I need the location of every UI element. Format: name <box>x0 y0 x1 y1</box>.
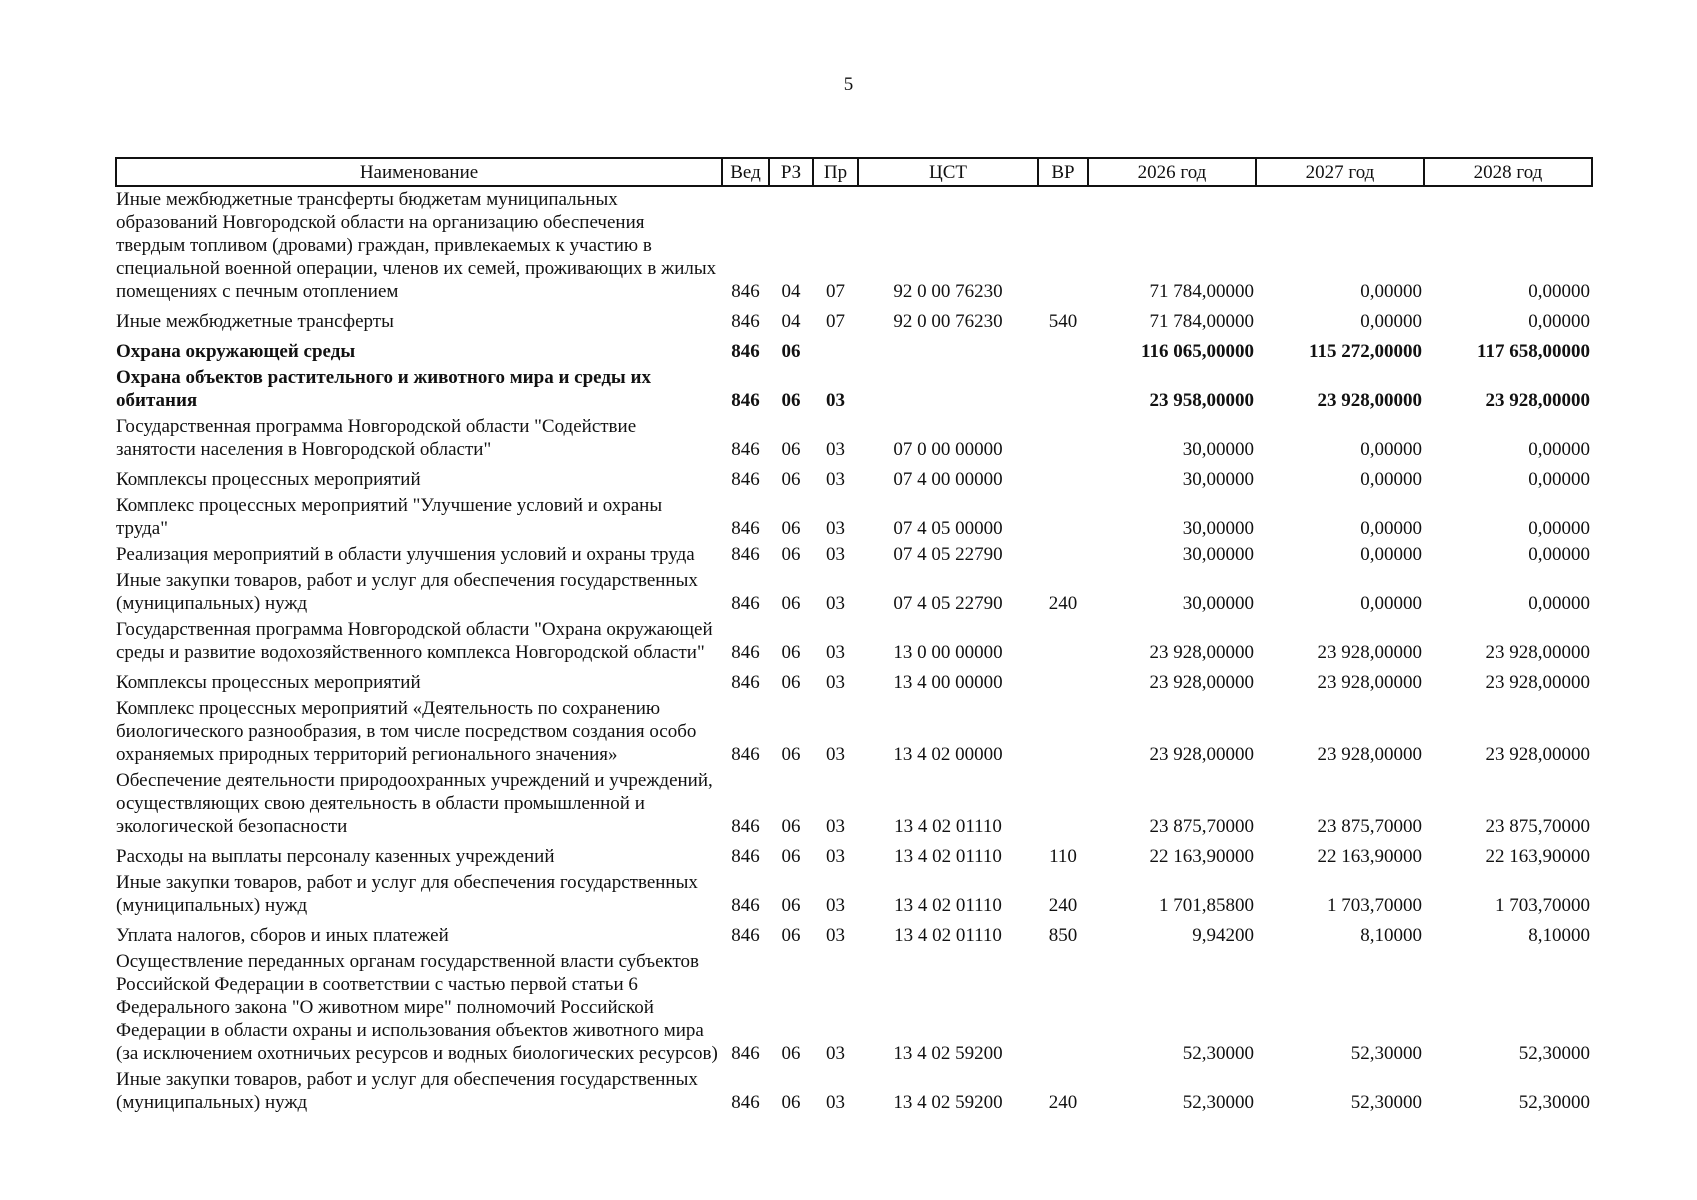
cell-2026: 23 928,00000 <box>1149 642 1254 663</box>
header-name: Наименование <box>116 158 722 186</box>
cell-ved: 846 <box>731 744 760 765</box>
cell-cst: 92 0 00 76230 <box>893 311 1003 332</box>
cell-vr <box>1038 542 1088 568</box>
cell-2028: 23 928,00000 <box>1485 642 1590 663</box>
table-row <box>116 414 1592 463</box>
cell-vr <box>1038 186 1088 305</box>
cell-2026: 22 163,90000 <box>1149 846 1254 867</box>
cell-ved: 846 <box>731 469 760 490</box>
table-header <box>116 158 1592 186</box>
header-vr: ВР <box>1038 158 1088 186</box>
cell-ved: 846 <box>731 1092 760 1113</box>
cell-2028: 0,00000 <box>1528 518 1590 539</box>
cell-pr <box>813 335 858 365</box>
cell-rz: 06 <box>781 593 801 614</box>
cell-2027: 0,00000 <box>1360 281 1422 302</box>
table-row <box>116 919 1592 949</box>
header-rz: РЗ <box>769 158 813 186</box>
cell-2028: 8,10000 <box>1528 925 1590 946</box>
cell-rz: 06 <box>781 1043 801 1064</box>
cell-name: Иные межбюджетные трансферты бюджетам муниципальных образований Новгородской области на организацию обеспечения твердым топливом (дровами) граждан, привлекаемых к участию в специальной военной операции, членов их семей, проживающих в жилых помещениях с печным отоплением <box>116 189 717 302</box>
cell-name: Реализация мероприятий в области улучшения условий и охраны труда <box>116 544 695 565</box>
cell-cst: 13 4 02 01110 <box>894 925 1002 946</box>
cell-pr: 03 <box>826 744 845 765</box>
cell-2028: 1 703,70000 <box>1495 895 1590 916</box>
cell-cst: 13 4 02 01110 <box>894 816 1002 837</box>
cell-ved: 846 <box>731 311 760 332</box>
cell-name: Комплекс процессных мероприятий "Улучшение условий и охраны труда" <box>116 495 663 539</box>
cell-ved: 846 <box>731 593 760 614</box>
table-row <box>116 768 1592 840</box>
cell-2027: 0,00000 <box>1360 544 1422 565</box>
cell-2026: 71 784,00000 <box>1149 311 1254 332</box>
cell-pr: 03 <box>826 518 845 539</box>
table-row <box>116 493 1592 542</box>
cell-name: Расходы на выплаты персоналу казенных учреждений <box>116 846 555 867</box>
cell-2028: 0,00000 <box>1528 439 1590 460</box>
cell-vr: 240 <box>1048 593 1078 614</box>
cell-pr: 03 <box>826 846 845 867</box>
cell-name: Осуществление переданных органам государственной власти субъектов Российской Федерации в соответствии с частью первой статьи 6 Федерального закона "О животном мире" полномочий Российской Федерации в области охраны и использования объектов животного мира (за исключением охотничьих ресурсов и водных биологических ресурсов) <box>116 951 718 1064</box>
cell-2028: 0,00000 <box>1528 469 1590 490</box>
cell-rz: 06 <box>781 439 801 460</box>
cell-rz: 06 <box>781 341 801 362</box>
cell-rz: 06 <box>781 816 801 837</box>
cell-2026: 30,00000 <box>1182 469 1254 490</box>
cell-2027: 1 703,70000 <box>1327 895 1422 916</box>
table-row <box>116 696 1592 768</box>
table-row <box>116 335 1592 365</box>
cell-name: Охрана объектов растительного и животного мира и среды их обитания <box>116 367 651 411</box>
cell-2028: 0,00000 <box>1528 281 1590 302</box>
cell-rz: 06 <box>781 744 801 765</box>
header-cst: ЦСТ <box>858 158 1038 186</box>
table-row <box>116 840 1592 870</box>
cell-name: Иные межбюджетные трансферты <box>116 311 394 332</box>
cell-pr: 07 <box>826 281 845 302</box>
cell-cst: 13 4 02 01110 <box>894 895 1002 916</box>
cell-name: Комплексы процессных мероприятий <box>116 672 421 693</box>
cell-pr: 03 <box>826 816 845 837</box>
cell-2028: 23 875,70000 <box>1485 816 1590 837</box>
cell-pr: 03 <box>826 1043 845 1064</box>
cell-rz: 06 <box>781 895 801 916</box>
cell-rz: 06 <box>781 925 801 946</box>
cell-2028: 52,30000 <box>1518 1092 1590 1113</box>
cell-2026: 30,00000 <box>1182 593 1254 614</box>
cell-ved: 846 <box>731 816 760 837</box>
cell-2028: 23 928,00000 <box>1485 672 1590 693</box>
cell-ved: 846 <box>731 642 760 663</box>
cell-cst: 13 4 02 01110 <box>894 846 1002 867</box>
cell-vr <box>1038 666 1088 696</box>
cell-2028: 0,00000 <box>1528 544 1590 565</box>
cell-2026: 52,30000 <box>1182 1092 1254 1113</box>
cell-rz: 04 <box>781 281 801 302</box>
cell-cst: 07 0 00 00000 <box>893 439 1003 460</box>
cell-cst <box>858 365 1038 414</box>
cell-2026: 9,94200 <box>1192 925 1254 946</box>
budget-table <box>115 157 1593 1116</box>
cell-rz: 04 <box>781 311 801 332</box>
cell-ved: 846 <box>731 341 760 362</box>
cell-vr <box>1038 414 1088 463</box>
cell-2028: 52,30000 <box>1518 1043 1590 1064</box>
table-row <box>116 305 1592 335</box>
cell-vr <box>1038 768 1088 840</box>
cell-cst: 07 4 05 00000 <box>893 518 1003 539</box>
cell-name: Иные закупки товаров, работ и услуг для обеспечения государственных (муниципальных) нужд <box>116 1069 698 1113</box>
cell-2026: 52,30000 <box>1182 1043 1254 1064</box>
cell-name: Комплекс процессных мероприятий «Деятельность по сохранению биологического разнообразия, в том числе посредством создания особо охраняемых природных территорий регионального значения» <box>116 698 697 765</box>
cell-vr <box>1038 463 1088 493</box>
cell-cst: 13 4 00 00000 <box>893 672 1003 693</box>
cell-name: Иные закупки товаров, работ и услуг для обеспечения государственных (муниципальных) нужд <box>116 570 698 614</box>
cell-rz: 06 <box>781 544 801 565</box>
cell-2027: 0,00000 <box>1360 593 1422 614</box>
header-pr: Пр <box>813 158 858 186</box>
cell-vr: 240 <box>1048 1092 1078 1113</box>
cell-2027: 22 163,90000 <box>1317 846 1422 867</box>
cell-cst: 13 4 02 59200 <box>893 1092 1003 1113</box>
cell-pr: 03 <box>826 390 845 411</box>
cell-ved: 846 <box>731 390 760 411</box>
cell-2027: 52,30000 <box>1350 1043 1422 1064</box>
table-row <box>116 666 1592 696</box>
cell-pr: 03 <box>826 672 845 693</box>
cell-2027: 23 928,00000 <box>1317 390 1422 411</box>
cell-vr <box>1038 493 1088 542</box>
cell-2028: 117 658,00000 <box>1477 341 1590 362</box>
cell-2028: 22 163,90000 <box>1485 846 1590 867</box>
table-row <box>116 949 1592 1067</box>
cell-ved: 846 <box>731 544 760 565</box>
cell-vr: 850 <box>1048 925 1078 946</box>
cell-2026: 71 784,00000 <box>1149 281 1254 302</box>
cell-2028: 23 928,00000 <box>1485 390 1590 411</box>
cell-pr: 03 <box>826 544 845 565</box>
cell-rz: 06 <box>781 518 801 539</box>
cell-name: Государственная программа Новгородской области "Содействие занятости населения в Новгородской области" <box>116 416 637 460</box>
cell-2027: 23 875,70000 <box>1317 816 1422 837</box>
cell-2026: 30,00000 <box>1182 518 1254 539</box>
page-number: 5 <box>843 74 854 95</box>
cell-pr: 03 <box>826 925 845 946</box>
cell-2026: 30,00000 <box>1182 439 1254 460</box>
cell-vr: 110 <box>1049 846 1077 867</box>
table-row <box>116 1067 1592 1116</box>
cell-2027: 0,00000 <box>1360 311 1422 332</box>
cell-2027: 52,30000 <box>1350 1092 1422 1113</box>
cell-2027: 115 272,00000 <box>1309 341 1422 362</box>
cell-cst: 07 4 05 22790 <box>893 544 1003 565</box>
cell-cst <box>858 335 1038 365</box>
cell-name: Уплата налогов, сборов и иных платежей <box>116 925 449 946</box>
cell-pr: 03 <box>826 469 845 490</box>
cell-vr <box>1038 335 1088 365</box>
cell-ved: 846 <box>731 518 760 539</box>
header-2028: 2028 год <box>1424 158 1592 186</box>
cell-2027: 8,10000 <box>1360 925 1422 946</box>
cell-cst: 13 4 02 00000 <box>893 744 1003 765</box>
cell-cst: 13 0 00 00000 <box>893 642 1003 663</box>
cell-cst: 92 0 00 76230 <box>893 281 1003 302</box>
cell-2026: 23 928,00000 <box>1149 672 1254 693</box>
table-row <box>116 186 1592 305</box>
cell-2026: 23 928,00000 <box>1149 744 1254 765</box>
cell-vr: 240 <box>1048 895 1078 916</box>
cell-2027: 23 928,00000 <box>1317 642 1422 663</box>
cell-ved: 846 <box>731 672 760 693</box>
header-ved: Вед <box>722 158 769 186</box>
cell-2026: 1 701,85800 <box>1159 895 1254 916</box>
cell-vr <box>1038 949 1088 1067</box>
cell-2027: 23 928,00000 <box>1317 672 1422 693</box>
header-2026: 2026 год <box>1088 158 1256 186</box>
cell-rz: 06 <box>781 469 801 490</box>
cell-ved: 846 <box>731 439 760 460</box>
cell-2027: 0,00000 <box>1360 439 1422 460</box>
table-row <box>116 568 1592 617</box>
cell-name: Комплексы процессных мероприятий <box>116 469 421 490</box>
cell-vr <box>1038 365 1088 414</box>
cell-name: Государственная программа Новгородской области "Охрана окружающей среды и развитие водохозяйственного комплекса Новгородской области" <box>116 619 713 663</box>
cell-ved: 846 <box>731 925 760 946</box>
cell-2026: 23 958,00000 <box>1149 390 1254 411</box>
table-body <box>116 186 1592 1116</box>
cell-rz: 06 <box>781 390 801 411</box>
cell-pr: 03 <box>826 642 845 663</box>
cell-pr: 03 <box>826 439 845 460</box>
cell-vr <box>1038 696 1088 768</box>
cell-rz: 06 <box>781 642 801 663</box>
cell-2026: 23 875,70000 <box>1149 816 1254 837</box>
cell-name: Иные закупки товаров, работ и услуг для обеспечения государственных (муниципальных) нужд <box>116 872 698 916</box>
cell-name: Обеспечение деятельности природоохранных учреждений и учреждений, осуществляющих свою деятельность в области промышленной и экологической безопасности <box>116 770 713 837</box>
cell-pr: 03 <box>826 593 845 614</box>
table-row <box>116 870 1592 919</box>
cell-ved: 846 <box>731 846 760 867</box>
cell-2028: 0,00000 <box>1528 311 1590 332</box>
table-row <box>116 463 1592 493</box>
cell-2028: 0,00000 <box>1528 593 1590 614</box>
cell-pr: 03 <box>826 1092 845 1113</box>
cell-2028: 23 928,00000 <box>1485 744 1590 765</box>
cell-2026: 30,00000 <box>1182 544 1254 565</box>
cell-pr: 03 <box>826 895 845 916</box>
cell-vr: 540 <box>1048 311 1078 332</box>
cell-ved: 846 <box>731 281 760 302</box>
cell-2027: 23 928,00000 <box>1317 744 1422 765</box>
cell-rz: 06 <box>781 1092 801 1113</box>
cell-2027: 0,00000 <box>1360 518 1422 539</box>
header-2027: 2027 год <box>1256 158 1424 186</box>
table-row <box>116 365 1592 414</box>
cell-rz: 06 <box>781 672 801 693</box>
cell-rz: 06 <box>781 846 801 867</box>
cell-name: Охрана окружающей среды <box>116 341 356 362</box>
cell-2026: 116 065,00000 <box>1141 341 1254 362</box>
table-row <box>116 542 1592 568</box>
table-row <box>116 617 1592 666</box>
cell-cst: 13 4 02 59200 <box>893 1043 1003 1064</box>
cell-pr: 07 <box>826 311 845 332</box>
cell-ved: 846 <box>731 1043 760 1064</box>
cell-2027: 0,00000 <box>1360 469 1422 490</box>
cell-cst: 07 4 05 22790 <box>893 593 1003 614</box>
cell-ved: 846 <box>731 895 760 916</box>
cell-cst: 07 4 00 00000 <box>893 469 1003 490</box>
cell-vr <box>1038 617 1088 666</box>
